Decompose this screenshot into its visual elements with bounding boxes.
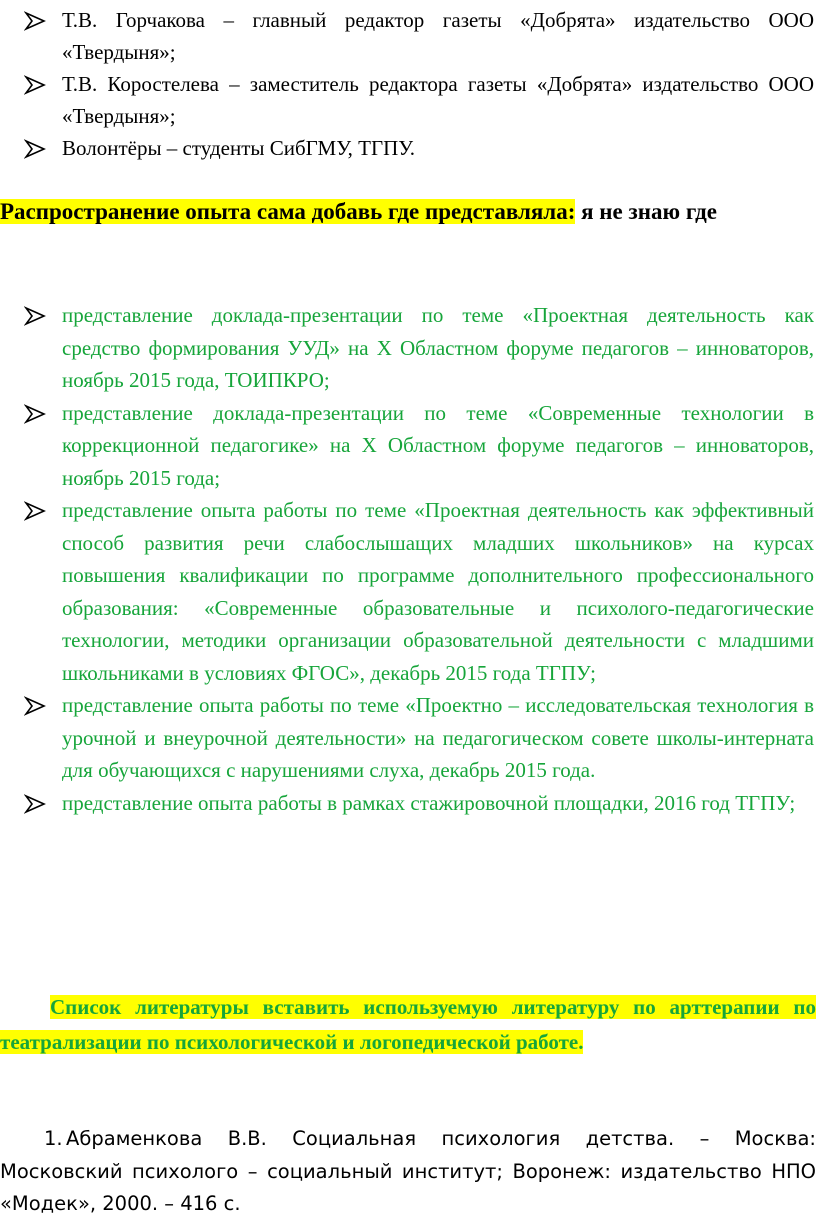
heading-comment: я не знаю где xyxy=(575,199,717,224)
bibliography-heading xyxy=(0,990,816,1060)
list-item-text: представление доклада-презентации по теме «Современные технологии в коррекционной педагогике» на Х Областном форуме педагогов – инноваторов, ноябрь 2015 года; xyxy=(62,400,814,490)
experience-heading xyxy=(0,194,816,230)
list-item-text: Волонтёры – студенты СибГМУ, ТГПУ. xyxy=(62,136,415,160)
list-item xyxy=(0,689,816,787)
list-item xyxy=(0,68,816,132)
arrowhead-bullet-icon xyxy=(24,139,46,159)
list-item-text: представление доклада-презентации по теме «Проектная деятельность как средство формирования УУД» на Х Областном форуме педагогов – инноваторов, ноябрь 2015 года, ТОИПКРО; xyxy=(62,303,814,392)
experience-list xyxy=(0,299,816,819)
highlighted-heading-text: Список литературы вставить используемую литературу по арттерапии по театрализации по психологической и логопедической работе. xyxy=(0,995,816,1054)
list-item xyxy=(0,787,816,820)
list-item-text: представление опыта работы по теме «Проектно – исследовательская технология в урочной и внеурочной деятельности» на педагогическом совете школы-интерната для обучающихся с нарушениями слуха, декабрь 2015 года. xyxy=(62,693,814,782)
arrowhead-bullet-icon xyxy=(24,794,46,814)
list-item-text: представление опыта работы в рамках стажировочной площадки, 2016 год ТГПУ; xyxy=(62,790,796,815)
list-item-text: Т.В. Коростелева – заместитель редактора газеты «Добрята» издательство ООО «Твердыня»; xyxy=(62,72,814,128)
highlighted-heading-text: Распространение опыта сама добавь где представляла: xyxy=(0,199,576,224)
reference-item xyxy=(0,1123,816,1221)
list-item-text: Т.В. Горчакова – главный редактор газеты «Добрята» издательство ООО «Твердыня»; xyxy=(62,8,814,64)
arrowhead-bullet-icon xyxy=(24,75,46,95)
reference-list xyxy=(0,1123,816,1221)
arrowhead-bullet-icon xyxy=(24,306,46,326)
list-item xyxy=(0,4,816,68)
list-item xyxy=(0,299,816,397)
arrowhead-bullet-icon xyxy=(24,696,46,716)
list-item xyxy=(0,494,816,689)
arrowhead-bullet-icon xyxy=(24,404,46,424)
arrowhead-bullet-icon xyxy=(24,501,46,521)
list-item xyxy=(0,132,816,164)
editors-list xyxy=(0,4,816,164)
list-item xyxy=(0,397,816,495)
arrowhead-bullet-icon xyxy=(24,11,46,31)
reference-number: 1. xyxy=(44,1127,63,1150)
reference-text: Абраменкова В.В. Социальная психология детства. – Москва: Московский психолого – социальный институт; Воронеж: издательство НПО «Модек», 2000. – 416 с. xyxy=(0,1127,816,1215)
list-item-text: представление опыта работы по теме «Проектная деятельность как эффективный способ развития речи слабослышащих младших школьников» на курсах повышения квалификации по программе дополнительного профессионального образования: «Современные образовательные и психолого-педагогические технологии, методики организации образовательной деятельности с младшими школьниками в условиях ФГОС», декабрь 2015 года ТГПУ; xyxy=(62,498,814,685)
